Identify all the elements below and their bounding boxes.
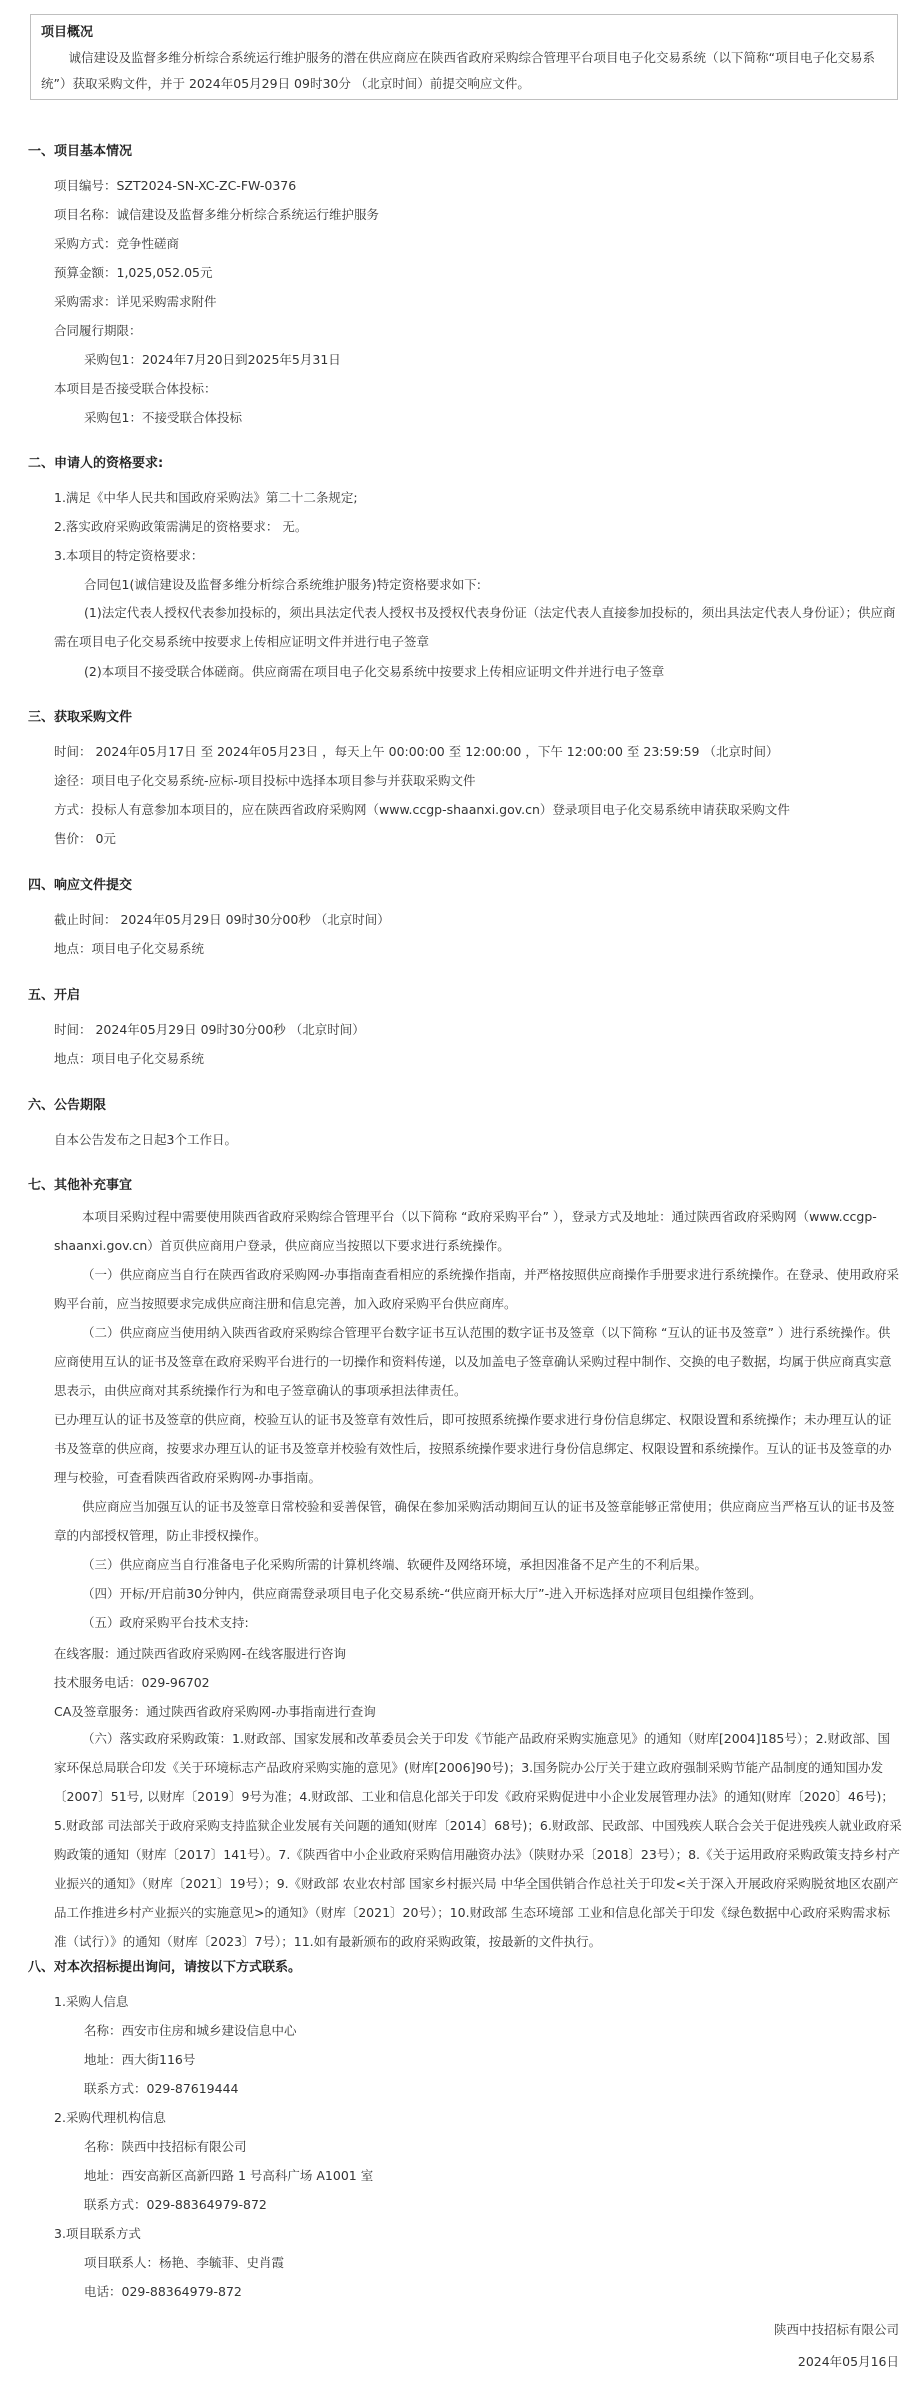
section-contact-title: 八、对本次招标提出询问，请按以下方式联系。 xyxy=(28,1960,302,1975)
obtain-way: 途径：项目电子化交易系统-应标-项目投标中选择本项目参与并获取采购文件 xyxy=(54,773,476,788)
qualification-line-3: 3.本项目的特定资格要求： xyxy=(54,548,204,563)
supplementary-paragraph-6: （三）供应商应当自行准备电子化采购所需的计算机终端、软硬件及网络环境，承担因准备不足产生的不利后果。 xyxy=(82,1557,708,1572)
supplementary-paragraph-4: 已办理互认的证书及签章的供应商，校验互认的证书及签章有效性后，即可按照系统操作要求进行身份信息绑定、权限设置和系统操作；未办理互认的证书及签章的供应商，按要求办理互认的证书及签章并校验有效性后，按照系统操作要求进行身份信息绑定、权限设置和系统操作。互认的证书及签章的办理与校验，可查看陕西省政府采购网-办事指南。 xyxy=(54,1412,892,1485)
submission-deadline: 截止时间： 2024年05月29日 09时30分00秒 （北京时间） xyxy=(54,912,390,927)
section-basic-info-title: 一、项目基本情况 xyxy=(28,144,133,159)
overview-text: 诚信建设及监督多维分析综合系统运行维护服务的潜在供应商应在陕西省政府采购综合管理平台项目电子化交易系统（以下简称“项目电子化交易系统”）获取采购文件，并于 2024年05月29日 09时30分 （北京时间）前提交响应文件。 xyxy=(41,50,875,91)
signature-organization: 陕西中技招标有限公司 xyxy=(773,2322,899,2337)
tech-support-phone: 技术服务电话：029-96702 xyxy=(54,1675,210,1690)
overview-title: 项目概况 xyxy=(41,25,94,40)
agent-info-heading: 2.采购代理机构信息 xyxy=(54,2110,166,2125)
project-name: 项目名称：诚信建设及监督多维分析综合系统运行维护服务 xyxy=(54,207,380,222)
opening-time: 时间： 2024年05月29日 09时30分00秒 （北京时间） xyxy=(54,1022,365,1037)
supplementary-paragraph-3: （二）供应商应当使用纳入陕西省政府采购综合管理平台数字证书互认范围的数字证书及签章（以下简称 “互认的证书及签章” ）进行系统操作。供应商使用互认的证书及签章在政府采购平台进行的一切操作和资料传递，以及加盖电子签章确认采购过程中制作、交换的电子数据，均属于供应商真实意思表示，由供应商对其系统操作行为和电子签章确认的事项承担法律责任。 xyxy=(54,1325,892,1398)
project-number: 项目编号：SZT2024-SN-XC-ZC-FW-0376 xyxy=(54,178,297,193)
supplementary-policy-paragraph: （六）落实政府采购政策：1.财政部、国家发展和改革委员会关于印发《节能产品政府采购实施意见》的通知（财库[2004]185号）；2.财政部、国家环保总局联合印发《关于环境标志产品政府采购实施的意见》(财库[2006]90号)；3.国务院办公厅关于建立政府强制采购节能产品制度的通知国办发〔2007〕51号, 以财库〔2019〕9号为准；4.财政部、工业和信息化部关于印发《政府采购促进中小企业发展管理办法》的通知(财库〔2020〕46号)；5.财政部 司法部关于政府采购支持监狱企业发展有关问题的通知(财库〔2014〕68号)；6.财政部、民政部、中国残疾人联合会关于促进残疾人就业政府采购政策的通知（财库〔2017〕141号）。7.《陕西省中小企业政府采购信用融资办法》（陕财办采〔2018〕23号）；8.《关于运用政府采购政策支持乡村产业振兴的通知》（财库〔2021〕19号）；9.《财政部 农业农村部 国家乡村振兴局 中华全国供销合作总社关于印发<关于深入开展政府采购脱贫地区农副产品工作推进乡村产业振兴的实施意见>的通知》（财库〔2021〕20号）；10.财政部 生态环境部 工业和信息化部关于印发《绿色数据中心政府采购需求标准（试行）》的通知（财库〔2023〕7号）；11.如有最新颁布的政府采购政策，按最新的文件执行。 xyxy=(54,1731,902,1949)
contract-period-label: 合同履行期限： xyxy=(54,323,142,338)
supplementary-paragraph-5: 供应商应当加强互认的证书及签章日常校验和妥善保管，确保在参加采购活动期间互认的证书及签章能够正常使用；供应商应当严格互认的证书及签章的内部授权管理，防止非授权操作。 xyxy=(54,1499,895,1543)
procurement-requirement: 采购需求：详见采购需求附件 xyxy=(54,294,217,309)
section-notice-period-title: 六、公告期限 xyxy=(28,1098,107,1113)
qualification-line-2: 2.落实政府采购政策需满足的资格要求： 无。 xyxy=(54,519,308,534)
contract-period-value: 采购包1：2024年7月20日到2025年5月31日 xyxy=(84,352,341,367)
project-contact-heading: 3.项目联系方式 xyxy=(54,2226,141,2241)
tech-support-ca: CA及签章服务：通过陕西省政府采购网-办事指南进行查询 xyxy=(54,1704,376,1719)
obtain-time: 时间： 2024年05月17日 至 2024年05月23日 ，每天上午 00:00:00 至 12:00:00 ，下午 12:00:00 至 23:59:59 （北京时间） xyxy=(54,744,779,759)
project-contacts: 项目联系人：杨艳、李毓菲、史肖霞 xyxy=(84,2255,285,2270)
opening-place: 地点：项目电子化交易系统 xyxy=(54,1051,205,1066)
supplementary-paragraph-1: 本项目采购过程中需要使用陕西省政府采购综合管理平台（以下简称 “政府采购平台” ），登录方式及地址：通过陕西省政府采购网（www.ccgp-shaanxi.gov.cn）首页供应商用户登录，供应商应当按照以下要求进行系统操作。 xyxy=(54,1209,877,1253)
agent-address: 地址：西安高新区高新四路 1 号高科广场 A1001 室 xyxy=(84,2168,374,2183)
section-qualification-title: 二、申请人的资格要求: xyxy=(28,456,164,471)
buyer-address: 地址：西大街116号 xyxy=(84,2052,196,2067)
qualification-package: 合同包1(诚信建设及监督多维分析综合系统维护服务)特定资格要求如下: xyxy=(84,577,481,592)
section-submission-title: 四、响应文件提交 xyxy=(28,878,133,893)
project-contact-phone: 电话：029-88364979-872 xyxy=(84,2284,242,2299)
agent-name: 名称：陕西中技招标有限公司 xyxy=(84,2139,247,2154)
obtain-method: 方式：投标人有意参加本项目的，应在陕西省政府采购网（www.ccgp-shaanxi.gov.cn）登录项目电子化交易系统申请获取采购文件 xyxy=(54,802,790,817)
supplementary-paragraph-2: （一）供应商应当自行在陕西省政府采购网-办事指南查看相应的系统操作指南，并严格按照供应商操作手册要求进行系统操作。在登录、使用政府采购平台前，应当按照要求完成供应商注册和信息完善，加入政府采购平台供应商库。 xyxy=(54,1267,900,1311)
buyer-info-heading: 1.采购人信息 xyxy=(54,1994,129,2009)
procurement-method: 采购方式：竞争性磋商 xyxy=(54,236,180,251)
budget-amount: 预算金额：1,025,052.05元 xyxy=(54,265,213,280)
consortium-value: 采购包1：不接受联合体投标 xyxy=(84,410,242,425)
project-overview-box xyxy=(30,14,898,100)
tech-support-online: 在线客服：通过陕西省政府采购网-在线客服进行咨询 xyxy=(54,1646,347,1661)
notice-period-text: 自本公告发布之日起3个工作日。 xyxy=(54,1132,237,1147)
submission-place: 地点：项目电子化交易系统 xyxy=(54,941,205,956)
qualification-item-1: (1)法定代表人授权代表参加投标的，须出具法定代表人授权书及授权代表身份证（法定代表人直接参加投标的，须出具法定代表人身份证）；供应商需在项目电子化交易系统中按要求上传相应证明文件并进行电子签章 xyxy=(54,605,896,649)
section-opening-title: 五、开启 xyxy=(28,988,81,1003)
qualification-item-2: (2)本项目不接受联合体磋商。供应商需在项目电子化交易系统中按要求上传相应证明文件并进行电子签章 xyxy=(84,664,665,679)
agent-phone: 联系方式：029-88364979-872 xyxy=(84,2197,267,2212)
supplementary-paragraph-8: （五）政府采购平台技术支持: xyxy=(82,1615,249,1630)
buyer-name: 名称：西安市住房和城乡建设信息中心 xyxy=(84,2023,297,2038)
consortium-label: 本项目是否接受联合体投标： xyxy=(54,381,217,396)
section-obtain-documents-title: 三、获取采购文件 xyxy=(28,710,133,725)
buyer-phone: 联系方式：029-87619444 xyxy=(84,2081,239,2096)
section-supplementary-title: 七、其他补充事宜 xyxy=(28,1178,133,1193)
signature-date: 2024年05月16日 xyxy=(797,2354,899,2369)
obtain-price: 售价： 0元 xyxy=(54,831,116,846)
supplementary-paragraph-7: （四）开标/开启前30分钟内，供应商需登录项目电子化交易系统-“供应商开标大厅”-进入开标选择对应项目包组操作签到。 xyxy=(82,1586,762,1601)
qualification-line-1: 1.满足《中华人民共和国政府采购法》第二十二条规定; xyxy=(54,490,358,505)
